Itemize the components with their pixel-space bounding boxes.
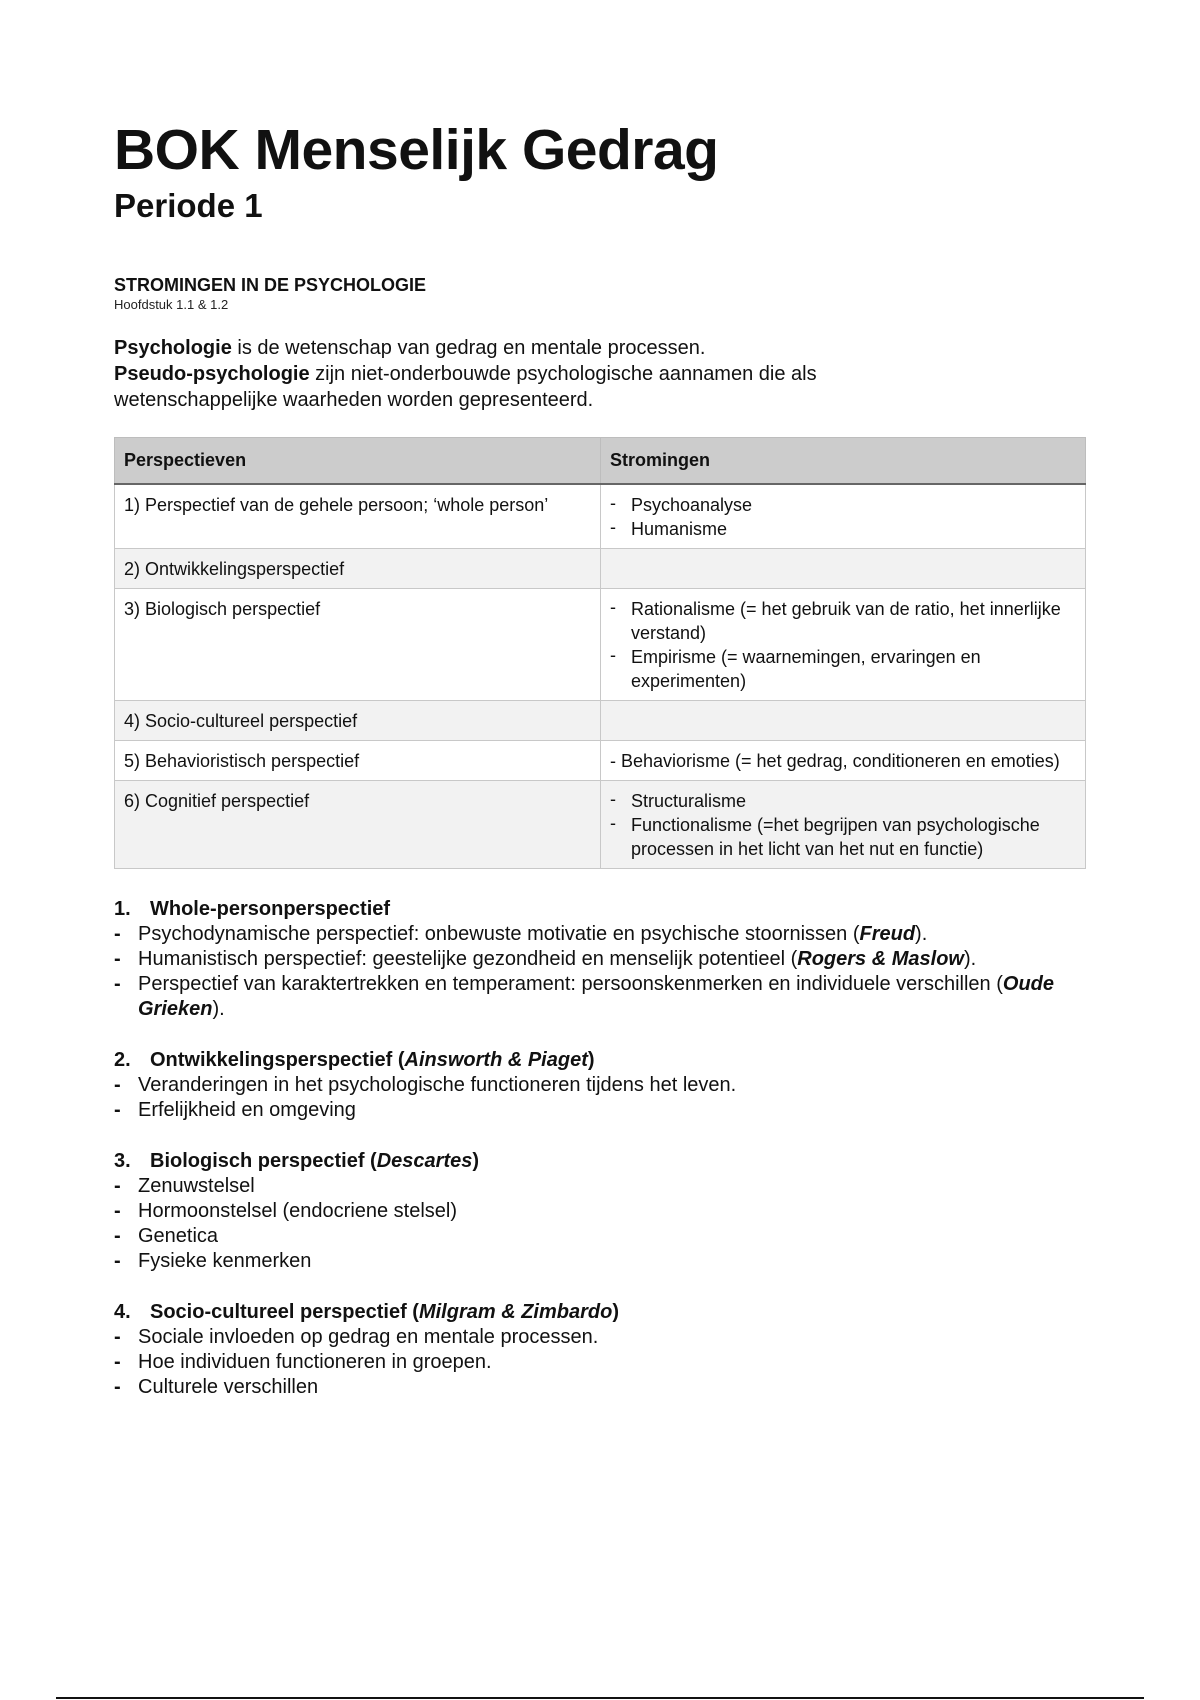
intro-paragraph [114, 335, 974, 413]
section-bullet-list [114, 922, 1086, 1022]
table-header-currents: Stromingen [601, 438, 1086, 485]
document-title: BOK Menselijk Gedrag [114, 118, 719, 182]
intro-term-psychologie: Psychologie [114, 337, 232, 359]
currents-list-item: - Humanisme [610, 517, 1076, 541]
currents-list-item: - Psychoanalyse [610, 493, 1076, 517]
section-bullet-item [114, 1249, 1086, 1274]
bullet-text: Zenuwstelsel [138, 1175, 255, 1197]
bullet-text: Culturele verschillen [138, 1376, 319, 1398]
currents-list-item: - Functionalisme (=het begrijpen van psychologische processen in het licht van het nut en functie) [610, 813, 1076, 861]
section-title: Socio-cultureel perspectief ( [150, 1301, 419, 1323]
currents-plain-text: - Behaviorisme (= het gedrag, conditioneren en emoties) [610, 751, 1060, 771]
bullet-authors: Freud [859, 923, 916, 945]
table-header-row [115, 438, 1086, 485]
bullet-text: Hormoonstelsel (endocriene stelsel) [138, 1200, 458, 1222]
bullet-authors: Rogers & Maslow [797, 948, 964, 970]
table-cell-currents [601, 781, 1086, 869]
section-bullet-item [114, 972, 1086, 1022]
document-page [114, 118, 1086, 1400]
bullet-text: Hoe individuen functioneren in groepen. [138, 1351, 492, 1373]
table-row [115, 484, 1086, 549]
bullet-text: Veranderingen in het psychologische functioneren tijdens het leven. [138, 1074, 737, 1096]
perspective-section [114, 1048, 1086, 1123]
section-title: Biologisch perspectief ( [150, 1150, 377, 1172]
table-cell-perspective: 5) Behavioristisch perspectief [115, 741, 601, 781]
intro-line-pseudo [114, 361, 974, 413]
table-cell-perspective: 3) Biologisch perspectief [115, 589, 601, 701]
currents-list [610, 597, 1076, 693]
table-cell-currents [601, 701, 1086, 741]
currents-list-item: - Rationalisme (= het gebruik van de ratio, het innerlijke verstand) [610, 597, 1076, 645]
table-cell-currents [601, 484, 1086, 549]
table-cell-perspective: 1) Perspectief van de gehele persoon; ‘whole person’ [115, 484, 601, 549]
section-bullet-item [114, 1098, 1086, 1123]
perspective-section [114, 1300, 1086, 1400]
section-title-close: ) [472, 1150, 480, 1172]
perspective-section-heading [114, 1300, 1086, 1325]
bullet-text: Humanistisch perspectief: geestelijke gezondheid en menselijk potentieel ( [138, 948, 798, 970]
table-row [115, 781, 1086, 869]
perspective-section-heading [114, 1048, 1086, 1073]
table-body [115, 484, 1086, 869]
bullet-text: Perspectief van karaktertrekken en temperament: persoonskenmerken en individuele verschillen ( [138, 973, 1003, 995]
bullet-authors: Oude Grieken [138, 973, 1055, 1020]
section-title-close: ) [587, 1049, 595, 1071]
section-bullet-item [114, 922, 1086, 947]
table-row [115, 701, 1086, 741]
bullet-text: Genetica [138, 1225, 219, 1247]
intro-def-pseudo: zijn niet-onderbouwde psychologische aannamen die als wetenschappelijke waarheden worden gepresenteerd. [114, 363, 817, 411]
section-authors: Milgram & Zimbardo [418, 1301, 613, 1323]
currents-list-item: - Structuralisme [610, 789, 1076, 813]
perspective-section [114, 897, 1086, 1022]
table-cell-currents [601, 549, 1086, 589]
table-cell-currents [601, 741, 1086, 781]
table-cell-currents [601, 589, 1086, 701]
section-bullet-item [114, 1224, 1086, 1249]
section-bullet-item [114, 1325, 1086, 1350]
bullet-text: Fysieke kenmerken [138, 1250, 312, 1272]
bullet-text-end: ). [212, 998, 225, 1020]
section-authors: Descartes [376, 1150, 473, 1172]
section-number: 1. [114, 898, 131, 920]
section-bullet-item [114, 947, 1086, 972]
table-cell-perspective: 6) Cognitief perspectief [115, 781, 601, 869]
table-row [115, 741, 1086, 781]
table-header-perspectives: Perspectieven [115, 438, 601, 485]
currents-list [610, 493, 1076, 541]
perspective-sections [114, 897, 1086, 1400]
table-row [115, 549, 1086, 589]
section-number: 3. [114, 1150, 131, 1172]
document-subtitle: Periode 1 [114, 187, 263, 224]
bullet-text: Erfelijkheid en omgeving [138, 1099, 356, 1121]
intro-def-psychologie: is de wetenschap van gedrag en mentale processen. [231, 337, 706, 359]
currents-list-item: - Empirisme (= waarnemingen, ervaringen en experimenten) [610, 645, 1076, 693]
perspective-section [114, 1149, 1086, 1274]
currents-list [610, 789, 1076, 861]
section-bullet-list [114, 1325, 1086, 1400]
section-bullet-item [114, 1199, 1086, 1224]
table-cell-perspective: 4) Socio-cultureel perspectief [115, 701, 601, 741]
bullet-text: Sociale invloeden op gedrag en mentale processen. [138, 1326, 599, 1348]
section-title: Whole-personperspectief [150, 898, 391, 920]
section-title-close: ) [612, 1301, 619, 1323]
section-bullet-item [114, 1073, 1086, 1098]
section-bullet-item [114, 1350, 1086, 1375]
table-cell-perspective: 2) Ontwikkelingsperspectief [115, 549, 601, 589]
section-title: Ontwikkelingsperspectief ( [150, 1049, 405, 1071]
intro-term-pseudo: Pseudo-psychologie [114, 363, 310, 385]
section-heading: STROMINGEN IN DE PSYCHOLOGIE [114, 275, 427, 295]
section-subheading: Hoofdstuk 1.1 & 1.2 [114, 297, 229, 312]
perspectives-table [114, 437, 1086, 869]
section-bullet-item [114, 1375, 1086, 1400]
section-number: 4. [114, 1301, 131, 1323]
section-bullet-list [114, 1073, 1086, 1123]
perspective-section-heading [114, 1149, 1086, 1174]
table-row [115, 589, 1086, 701]
perspective-section-heading [114, 897, 1086, 922]
footer-rule [56, 1697, 1144, 1699]
section-number: 2. [114, 1049, 131, 1071]
bullet-text: Psychodynamische perspectief: onbewuste motivatie en psychische stoornissen ( [138, 923, 860, 945]
section-authors: Ainsworth & Piaget [404, 1049, 588, 1071]
bullet-text-end: ). [915, 923, 928, 945]
bullet-text-end: ). [963, 948, 977, 970]
section-bullet-item [114, 1174, 1086, 1199]
intro-line-psychologie [114, 335, 974, 361]
section-bullet-list [114, 1174, 1086, 1274]
